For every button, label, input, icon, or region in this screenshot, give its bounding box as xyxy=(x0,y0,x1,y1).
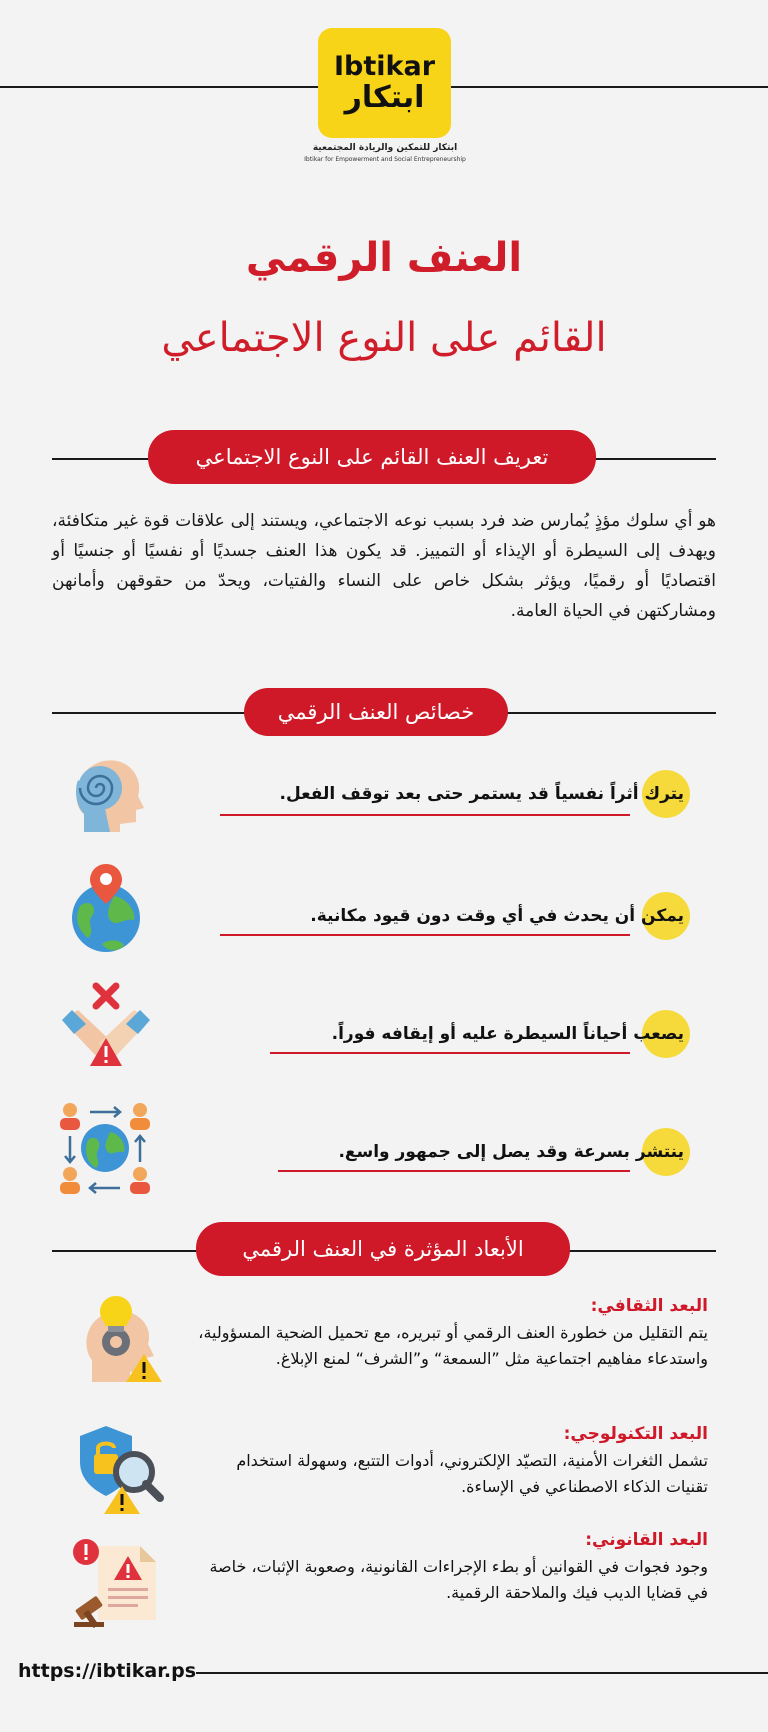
dimension-title: البعد الثقافي: xyxy=(590,1296,708,1316)
logo-en: Ibtikar xyxy=(333,50,436,82)
footer-rule xyxy=(196,1672,768,1674)
crossed-hands-icon xyxy=(58,980,154,1070)
underline xyxy=(270,1052,630,1054)
legal-document-icon xyxy=(70,1536,166,1628)
page-title: العنف الرقمي xyxy=(245,235,523,281)
head-spiral-icon xyxy=(64,752,150,838)
logo-ar: ابتكار xyxy=(344,80,425,116)
characteristic-text: يمكن أن يحدث في أي وقت دون قيود مكانية. xyxy=(310,906,684,926)
dimension-title: البعد التكنولوجي: xyxy=(563,1424,708,1444)
global-network-icon xyxy=(56,1100,154,1196)
underline xyxy=(278,1170,630,1172)
dimension-text: تشمل الثغرات الأمنية، التصيّد الإلكتروني، أدوات التتبع، وسهولة استخدام تقنيات الذكاء الاصطناعي في الإساءة. xyxy=(236,1451,708,1496)
head-gear-icon xyxy=(82,1294,164,1384)
characteristic-text: ينتشر بسرعة وقد يصل إلى جمهور واسع. xyxy=(338,1142,684,1162)
dimensions-heading: الأبعاد المؤثرة في العنف الرقمي xyxy=(196,1222,570,1276)
logo-subtitle-ar: ابتكار للتمكين والريادة المجتمعية xyxy=(312,143,458,153)
website-link[interactable]: https://ibtikar.ps xyxy=(18,1660,197,1682)
characteristics-heading: خصائص العنف الرقمي xyxy=(244,688,508,736)
characteristic-text: يصعب أحياناً السيطرة عليه أو إيقافه فوراً. xyxy=(331,1024,684,1044)
dimension-text: وجود فجوات في القوانين أو بطء الإجراءات القانونية، وصعوبة الإثبات، خاصة في قضايا الديب فيك والملاحقة الرقمية. xyxy=(209,1557,708,1602)
underline xyxy=(220,934,630,936)
page-subtitle: القائم على النوع الاجتماعي xyxy=(161,315,607,361)
dimension-text: يتم التقليل من خطورة العنف الرقمي أو تبريره، مع تحميل الضحية المسؤولية، واستدعاء مفاهيم اجتماعية مثل ”السمعة“ و”الشرف“ لمنع الإبلاغ. xyxy=(198,1323,708,1368)
underline xyxy=(220,814,630,816)
characteristic-text: يترك أثراً نفسياً قد يستمر حتى بعد توقف الفعل. xyxy=(279,784,684,804)
definition-text: هو أي سلوك مؤذٍ يُمارس ضد فرد بسبب نوعه الاجتماعي، ويستند إلى علاقات قوة غير متكافئة، ويهدف إلى السيطرة أو الإيذاء أو التمييز. قد يكون هذا العنف جسديًا أو نفسيًا أو جنسيًا أو اقتصاديًا أو رقميًا، ويؤثر بشكل خاص على النساء والفتيات، ويحدّ من حقوقهن وأمانهن ومشاركتهن في الحياة العامة. xyxy=(52,511,716,621)
dimension-title: البعد القانوني: xyxy=(585,1530,708,1550)
shield-lock-icon xyxy=(76,1422,168,1514)
globe-pin-icon xyxy=(62,860,150,956)
logo-subtitle-en: Ibtikar for Empowerment and Social Entrepreneurship xyxy=(304,156,466,163)
logo xyxy=(318,28,451,138)
definition-heading: تعريف العنف القائم على النوع الاجتماعي xyxy=(148,430,596,484)
